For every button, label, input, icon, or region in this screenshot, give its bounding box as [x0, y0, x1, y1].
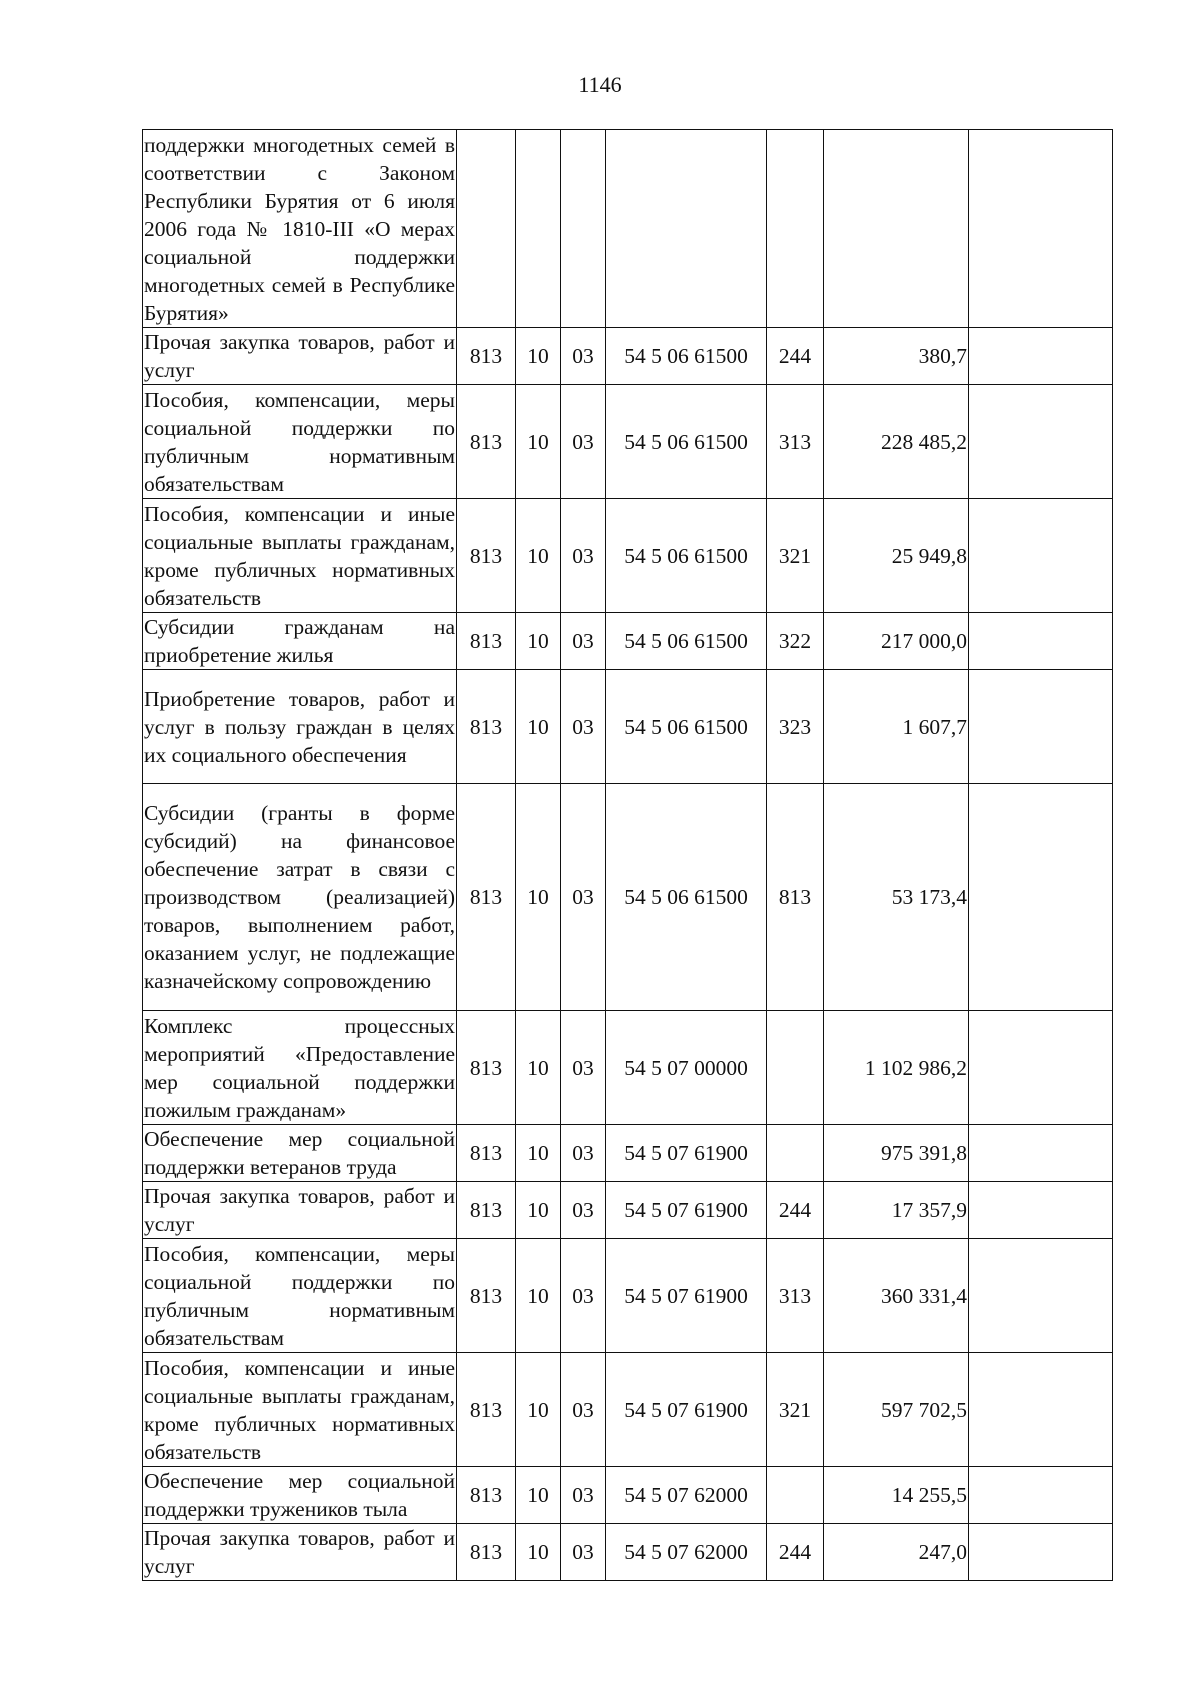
cell-expense-type: 244 [767, 328, 824, 385]
row-description: Пособия, компенсации, меры социальной поддержки по публичным нормативным обязательствам [143, 1239, 457, 1353]
budget-table [142, 129, 1113, 1581]
cell-extra [969, 613, 1113, 670]
cell-amount: 1 102 986,2 [824, 1011, 969, 1125]
cell-amount: 25 949,8 [824, 499, 969, 613]
cell-extra [969, 328, 1113, 385]
cell-target-article: 54 5 07 62000 [606, 1467, 767, 1524]
cell-amount: 17 357,9 [824, 1182, 969, 1239]
cell-target-article: 54 5 07 62000 [606, 1524, 767, 1581]
cell-subsection: 03 [561, 1353, 606, 1467]
cell-ministry-code: 813 [457, 1182, 516, 1239]
table-row [143, 1467, 1113, 1524]
table-row [143, 1239, 1113, 1353]
cell-section: 10 [516, 784, 561, 1011]
cell-ministry-code [457, 130, 516, 328]
cell-target-article: 54 5 07 61900 [606, 1239, 767, 1353]
cell-section: 10 [516, 670, 561, 784]
cell-subsection: 03 [561, 670, 606, 784]
cell-ministry-code: 813 [457, 784, 516, 1011]
cell-amount: 360 331,4 [824, 1239, 969, 1353]
cell-ministry-code: 813 [457, 1467, 516, 1524]
cell-section: 10 [516, 1182, 561, 1239]
cell-subsection: 03 [561, 328, 606, 385]
cell-section: 10 [516, 1524, 561, 1581]
cell-expense-type: 322 [767, 613, 824, 670]
cell-target-article: 54 5 06 61500 [606, 613, 767, 670]
cell-expense-type: 813 [767, 784, 824, 1011]
table-row [143, 1524, 1113, 1581]
page-number: 1146 [578, 72, 622, 97]
cell-amount: 597 702,5 [824, 1353, 969, 1467]
row-description: Обеспечение мер социальной поддержки тружеников тыла [143, 1467, 457, 1524]
cell-extra [969, 385, 1113, 499]
cell-target-article: 54 5 06 61500 [606, 385, 767, 499]
cell-expense-type: 313 [767, 1239, 824, 1353]
cell-target-article: 54 5 07 00000 [606, 1011, 767, 1125]
cell-target-article [606, 130, 767, 328]
cell-expense-type: 244 [767, 1182, 824, 1239]
cell-amount: 53 173,4 [824, 784, 969, 1011]
cell-subsection: 03 [561, 1239, 606, 1353]
cell-extra [969, 670, 1113, 784]
cell-ministry-code: 813 [457, 499, 516, 613]
cell-target-article: 54 5 07 61900 [606, 1353, 767, 1467]
table-row [143, 1353, 1113, 1467]
row-description: Прочая закупка товаров, работ и услуг [143, 1524, 457, 1581]
cell-extra [969, 1353, 1113, 1467]
cell-amount: 217 000,0 [824, 613, 969, 670]
table-row [143, 784, 1113, 1011]
cell-expense-type [767, 130, 824, 328]
cell-target-article: 54 5 06 61500 [606, 328, 767, 385]
cell-expense-type: 321 [767, 1353, 824, 1467]
cell-ministry-code: 813 [457, 1353, 516, 1467]
cell-expense-type: 313 [767, 385, 824, 499]
cell-target-article: 54 5 06 61500 [606, 499, 767, 613]
cell-section: 10 [516, 1467, 561, 1524]
cell-section: 10 [516, 1125, 561, 1182]
cell-ministry-code: 813 [457, 1524, 516, 1581]
table-row [143, 1011, 1113, 1125]
cell-expense-type [767, 1011, 824, 1125]
cell-ministry-code: 813 [457, 613, 516, 670]
cell-extra [969, 1011, 1113, 1125]
cell-section: 10 [516, 613, 561, 670]
cell-subsection: 03 [561, 1467, 606, 1524]
cell-section: 10 [516, 385, 561, 499]
cell-amount: 247,0 [824, 1524, 969, 1581]
cell-extra [969, 784, 1113, 1011]
budget-table-body [143, 130, 1113, 1581]
cell-target-article: 54 5 07 61900 [606, 1125, 767, 1182]
cell-subsection: 03 [561, 1011, 606, 1125]
cell-extra [969, 499, 1113, 613]
cell-extra [969, 130, 1113, 328]
table-row [143, 499, 1113, 613]
table-row [143, 1182, 1113, 1239]
cell-extra [969, 1182, 1113, 1239]
cell-section: 10 [516, 1353, 561, 1467]
row-description: Пособия, компенсации и иные социальные выплаты гражданам, кроме публичных нормативных обязательств [143, 499, 457, 613]
table-row [143, 130, 1113, 328]
row-description: Субсидии (гранты в форме субсидий) на финансовое обеспечение затрат в связи с производством (реализацией) товаров, выполнением работ, оказанием услуг, не подлежащие казначейскому сопровождению [143, 784, 457, 1011]
row-description: Субсидии гражданам на приобретение жилья [143, 613, 457, 670]
row-description: Прочая закупка товаров, работ и услуг [143, 1182, 457, 1239]
table-row [143, 670, 1113, 784]
cell-subsection: 03 [561, 784, 606, 1011]
cell-ministry-code: 813 [457, 1125, 516, 1182]
cell-expense-type: 244 [767, 1524, 824, 1581]
row-description: Пособия, компенсации, меры социальной поддержки по публичным нормативным обязательствам [143, 385, 457, 499]
cell-expense-type [767, 1125, 824, 1182]
cell-subsection [561, 130, 606, 328]
cell-amount: 228 485,2 [824, 385, 969, 499]
row-description: Приобретение товаров, работ и услуг в пользу граждан в целях их социального обеспечения [143, 670, 457, 784]
cell-section: 10 [516, 1011, 561, 1125]
cell-target-article: 54 5 06 61500 [606, 784, 767, 1011]
cell-amount: 380,7 [824, 328, 969, 385]
cell-extra [969, 1524, 1113, 1581]
cell-ministry-code: 813 [457, 1011, 516, 1125]
cell-subsection: 03 [561, 1182, 606, 1239]
cell-subsection: 03 [561, 385, 606, 499]
cell-ministry-code: 813 [457, 385, 516, 499]
cell-section: 10 [516, 328, 561, 385]
cell-target-article: 54 5 06 61500 [606, 670, 767, 784]
table-row [143, 613, 1113, 670]
cell-ministry-code: 813 [457, 1239, 516, 1353]
cell-section: 10 [516, 1239, 561, 1353]
cell-amount: 14 255,5 [824, 1467, 969, 1524]
cell-amount: 1 607,7 [824, 670, 969, 784]
cell-section: 10 [516, 499, 561, 613]
cell-amount [824, 130, 969, 328]
row-description: поддержки многодетных семей в соответствии с Законом Республики Бурятия от 6 июля 2006 года № 1810-III «О мерах социальной поддержки многодетных семей в Республике Бурятия» [143, 130, 457, 328]
cell-subsection: 03 [561, 1524, 606, 1581]
cell-amount: 975 391,8 [824, 1125, 969, 1182]
cell-ministry-code: 813 [457, 328, 516, 385]
row-description: Обеспечение мер социальной поддержки ветеранов труда [143, 1125, 457, 1182]
cell-target-article: 54 5 07 61900 [606, 1182, 767, 1239]
cell-expense-type: 323 [767, 670, 824, 784]
cell-expense-type: 321 [767, 499, 824, 613]
row-description: Прочая закупка товаров, работ и услуг [143, 328, 457, 385]
table-row [143, 328, 1113, 385]
cell-extra [969, 1239, 1113, 1353]
cell-extra [969, 1125, 1113, 1182]
row-description: Комплекс процессных мероприятий «Предоставление мер социальной поддержки пожилым гражданам» [143, 1011, 457, 1125]
cell-subsection: 03 [561, 499, 606, 613]
cell-ministry-code: 813 [457, 670, 516, 784]
table-row [143, 1125, 1113, 1182]
cell-expense-type [767, 1467, 824, 1524]
cell-subsection: 03 [561, 613, 606, 670]
cell-subsection: 03 [561, 1125, 606, 1182]
row-description: Пособия, компенсации и иные социальные выплаты гражданам, кроме публичных нормативных обязательств [143, 1353, 457, 1467]
table-row [143, 385, 1113, 499]
cell-section [516, 130, 561, 328]
cell-extra [969, 1467, 1113, 1524]
